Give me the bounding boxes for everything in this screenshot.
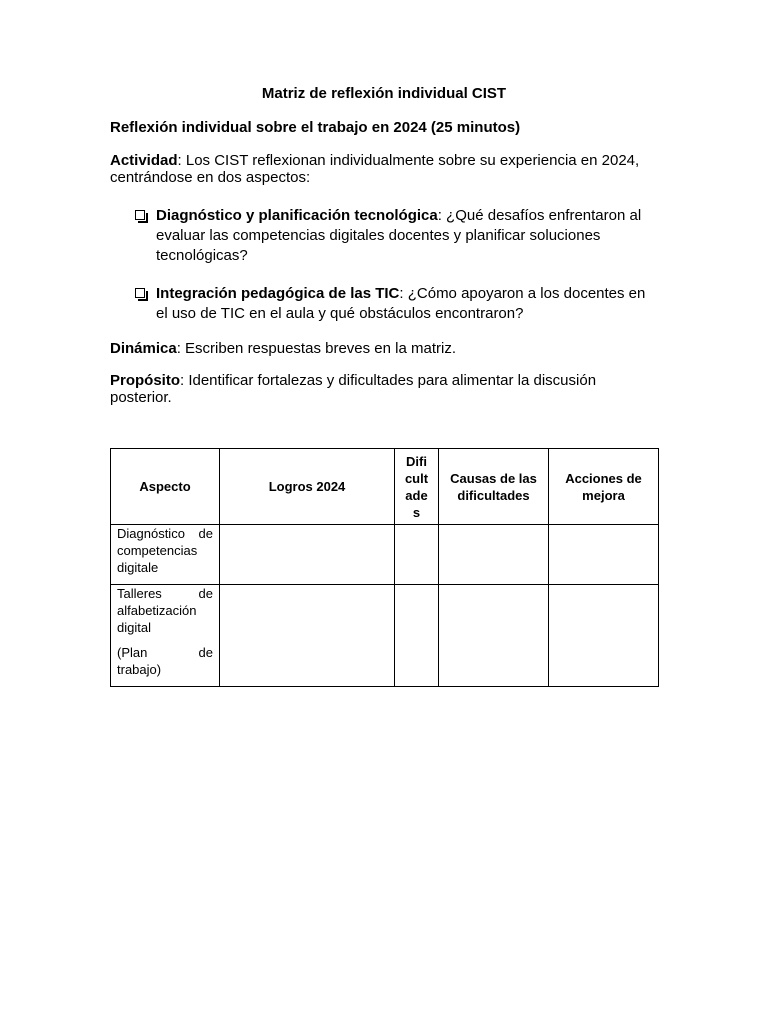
row-acciones-cell[interactable] — [549, 525, 659, 585]
row-logros-cell[interactable] — [220, 525, 395, 585]
aspect-item — [110, 206, 658, 266]
document-subtitle: Reflexión individual sobre el trabajo en 2024 (25 minutos) — [110, 119, 521, 136]
actividad-paragraph — [110, 152, 658, 186]
table-header-row — [111, 449, 659, 525]
table-row — [111, 585, 659, 687]
actividad-text: : Los CIST reflexionan individualmente sobre su experiencia en 2024, centrándose en dos aspectos: — [110, 152, 640, 186]
actividad-label: Actividad — [110, 152, 178, 169]
dinamica-paragraph — [110, 340, 658, 357]
aspect-text: : ¿Qué desafíos enfrentaron al evaluar las competencias digitales docentes y planificar soluciones tecnológicas? — [156, 207, 642, 264]
aspect-label: Integración pedagógica de las TIC — [156, 285, 400, 302]
row-aspecto-note: (Plan de trabajo) — [117, 645, 213, 677]
row-aspecto-cell — [111, 585, 220, 687]
proposito-text: : Identificar fortalezas y dificultades para alimentar la discusión posterior. — [110, 372, 597, 406]
row-dificultades-cell[interactable] — [395, 585, 439, 687]
checkbox-icon — [135, 210, 145, 220]
table-row — [111, 525, 659, 585]
header-causas: Causas de las dificultades — [439, 449, 549, 525]
header-aspecto: Aspecto — [111, 449, 220, 525]
row-dificultades-cell[interactable] — [395, 525, 439, 585]
aspect-label: Diagnóstico y planificación tecnológica — [156, 207, 438, 224]
reflection-matrix-table — [110, 448, 659, 687]
proposito-label: Propósito — [110, 372, 180, 389]
header-logros: Logros 2024 — [220, 449, 395, 525]
row-acciones-cell[interactable] — [549, 585, 659, 687]
aspects-list — [110, 206, 658, 324]
document-title: Matriz de reflexión individual CIST — [261, 85, 507, 102]
row-causas-cell[interactable] — [439, 585, 549, 687]
document-body — [110, 84, 658, 406]
aspect-text: : ¿Cómo apoyaron a los docentes en el uso de TIC en el aula y qué obstáculos encontraron? — [156, 285, 646, 322]
row-aspecto-text: Diagnóstico de competencias digitale — [117, 526, 213, 575]
row-causas-cell[interactable] — [439, 525, 549, 585]
checkbox-icon — [135, 288, 145, 298]
dinamica-text: : Escriben respuestas breves en la matriz. — [176, 340, 456, 357]
row-aspecto-cell — [111, 525, 220, 585]
dinamica-label: Dinámica — [110, 340, 177, 357]
aspect-item — [110, 284, 658, 324]
row-aspecto-text: Talleres de alfabetización digital — [117, 586, 213, 635]
proposito-paragraph — [110, 372, 658, 406]
header-acciones: Acciones de mejora — [549, 449, 659, 525]
header-dificultades: Dificultades — [395, 449, 439, 525]
row-logros-cell[interactable] — [220, 585, 395, 687]
